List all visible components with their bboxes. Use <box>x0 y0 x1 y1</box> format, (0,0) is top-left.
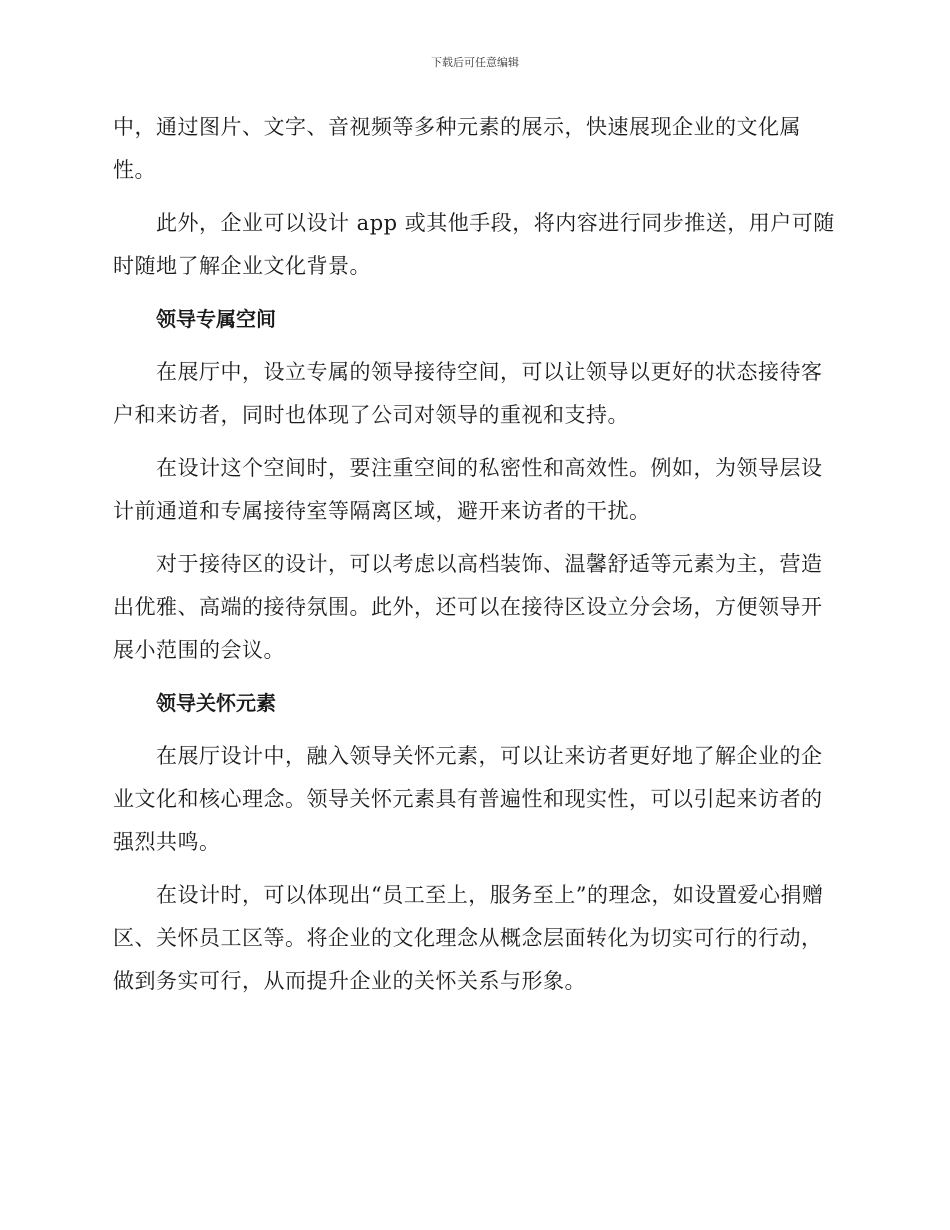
paragraph-employee-first: 在设计时，可以体现出“员工至上，服务至上”的理念，如设置爱心捐赠区、关怀员工区等。将企业的文化理念从概念层面转化为切实可行的行动，做到务实可行，从而提升企业的关怀关系与形象。 <box>113 883 824 993</box>
section-heading-leader-space: 领导专属空间 <box>156 307 276 331</box>
paragraph-care-elements: 在展厅设计中，融入领导关怀元素，可以让来访者更好地了解企业的企业文化和核心理念。领导关怀元素具有普遍性和现实性，可以引起来访者的强烈共鸣。 <box>113 744 823 854</box>
section-heading-leader-care: 领导关怀元素 <box>156 691 276 715</box>
paragraph-leader-reception: 在展厅中，设立专属的领导接待空间，可以让领导以更好的状态接待客户和来访者，同时也体现了公司对领导的重视和支持。 <box>113 360 823 427</box>
paragraph-reception-design: 对于接待区的设计，可以考虑以高档装饰、温馨舒适等元素为主，营造出优雅、高端的接待氛围。此外，还可以在接待区设立分会场，方便领导开展小范围的会议。 <box>113 552 823 662</box>
page-header: 下载后可任意编辑 <box>431 56 519 69</box>
paragraph-privacy-efficiency: 在设计这个空间时，要注重空间的私密性和高效性。例如，为领导层设计前通道和专属接待室等隔离区域，避开来访者的干扰。 <box>113 456 823 523</box>
paragraph-app-push: 此外，企业可以设计 app 或其他手段，将内容进行同步推送，用户可随时随地了解企业文化背景。 <box>113 211 835 278</box>
paragraph-continuation: 中，通过图片、文字、音视频等多种元素的展示，快速展现企业的文化属性。 <box>113 115 801 182</box>
document-body <box>113 106 837 1013</box>
